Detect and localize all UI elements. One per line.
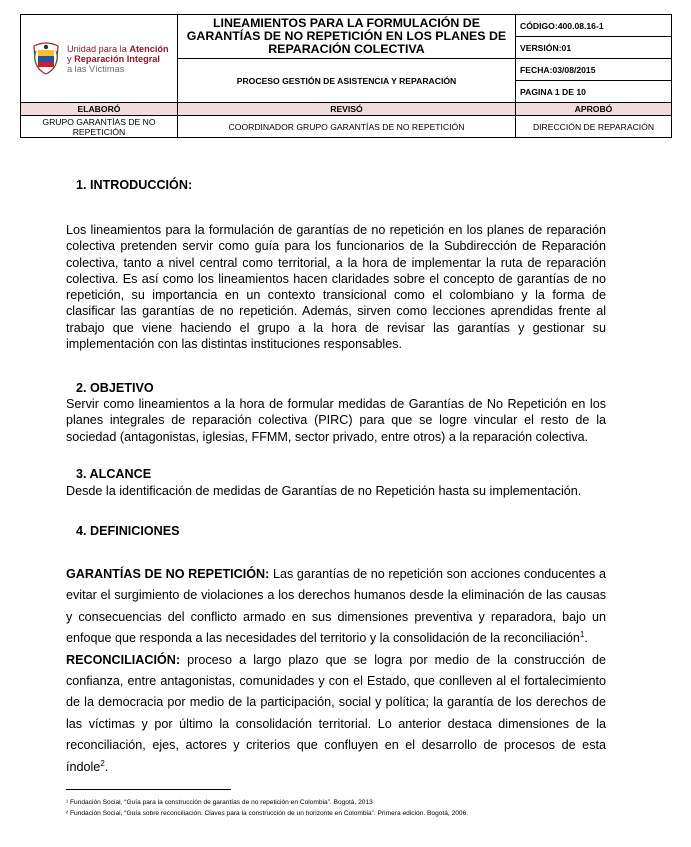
document-header <box>20 14 672 138</box>
page-cell: PAGINA 1 DE 10 <box>516 81 672 103</box>
logo-line3: a las Víctimas <box>67 63 125 74</box>
elaboro-value: GRUPO GARANTÍAS DE NO REPETICIÓN <box>21 116 178 138</box>
definition-end: . <box>104 759 109 774</box>
title-cell <box>177 15 515 59</box>
definition-reconciliacion <box>66 650 606 778</box>
aprobo-label: APROBÓ <box>516 103 672 116</box>
process-cell: PROCESO GESTIÓN DE ASISTENCIA Y REPARACIÓN <box>177 59 515 103</box>
code-cell: CÓDIGO:400.08.16-1 <box>516 15 672 37</box>
objective-heading: 2. OBJETIVO <box>76 381 154 395</box>
scope-paragraph: Desde la identificación de medidas de Garantías de no Repetición hasta su implementación. <box>66 484 582 498</box>
definition-term: GARANTÍAS DE NO REPETICIÓN: <box>66 567 270 581</box>
date-cell: FECHA:03/08/2015 <box>516 59 672 81</box>
coat-of-arms-icon <box>31 42 61 76</box>
footnote-divider <box>66 789 231 790</box>
intro-heading: 1. INTRODUCCIÓN: <box>76 178 193 192</box>
reviso-value: COORDINADOR GRUPO GARANTÍAS DE NO REPETICIÓN <box>177 116 515 138</box>
logo-line1-a: Unidad para la <box>67 43 130 54</box>
definitions-heading: 4. DEFINICIONES <box>76 524 180 538</box>
reviso-label: REVISÓ <box>177 103 515 116</box>
definition-end: . <box>584 631 588 646</box>
footnote-2: ² Fundación Social, “Guía sobre reconciliación. Claves para la construcción de un horizonte en Colombia”. Primera edición. Bogotá, 2006. <box>66 810 469 817</box>
document-title: LINEAMIENTOS PARA LA FORMULACIÓN DE GARANTÍAS DE NO REPETICIÓN EN LOS PLANES DE REPARACIÓN COLECTIVA <box>186 16 507 56</box>
definition-garantias <box>66 564 606 650</box>
logo-line1-b: Atención <box>129 43 169 54</box>
footnote-ref-2: 2 <box>100 758 105 768</box>
version-cell: VERSIÓN:01 <box>516 37 672 59</box>
scope-heading: 3. ALCANCE <box>76 467 152 481</box>
logo-text <box>67 44 169 74</box>
unit-logo <box>21 42 177 76</box>
definition-text: proceso a largo plazo que se logra por medio de la construcción de confianza, entre antagonistas, comunidades y con el Estado, que conlleven al el fortalecimiento de la democracia por medio de la participación, social y política; la garantía de los derechos de las víctimas y por último la consolidación territorial. Lo anterior destaca dimensiones de la reconciliación, ejes, actores y criterios que confluyen en el desarrollo de procesos de esta índole <box>66 652 606 774</box>
definitions-list <box>66 564 606 778</box>
logo-line2-b: Reparación Integral <box>74 53 160 64</box>
intro-paragraph: Los lineamientos para la formulación de garantías de no repetición en los planes de reparación colectiva pretenden servir como guía para los funcionarios de la Subdirección de Reparación colectiva, tanto a nivel central como territorial, a la hora de implementar la ruta de reparación colectiva. Es así como los lineamientos hacen claridades sobre el concepto de garantías de no repetición, su importancia en un contexto transicional como el colombiano y la forma de clasificar las garantías de no repetición. Además, sirven como lecciones aprendidas frente al trabajo que viene haciendo el grupo a la hora de revisar las garantías y gestionar su implementación con las distintas instituciones responsables. <box>66 223 606 352</box>
aprobo-value: DIRECCIÓN DE REPARACIÓN <box>516 116 672 138</box>
definition-term: RECONCILIACIÓN: <box>66 652 181 667</box>
objective-paragraph: Servir como lineamientos a la hora de formular medidas de Garantías de No Repetición en los planes integrales de reparación colectiva (PIRC) para que se logre vincular el resto de la sociedad (antagonistas, iglesias, FFMM, sector privado, entre otros) a la reparación colectiva. <box>66 397 606 444</box>
footnote-ref-1: 1 <box>579 630 585 640</box>
elaboro-label: ELABORÓ <box>21 103 178 116</box>
footnote-1: ¹ Fundación Social, “Guía para la construcción de garantías de no repetición en Colombia”. Bogotá, 2013 <box>66 799 373 806</box>
definition-text: Las garantías de no repetición son acciones conducentes a evitar el surgimiento de violaciones a los derechos humanos desde la eliminación de las causas y consecuencias del conflicto armado en sus dimensiones preventiva y reparadora, bajo un enfoque que responda a las necesidades del territorio y la consolidación de la reconciliación <box>66 567 606 646</box>
logo-cell <box>21 15 178 103</box>
logo-line2-a: y <box>67 53 75 64</box>
